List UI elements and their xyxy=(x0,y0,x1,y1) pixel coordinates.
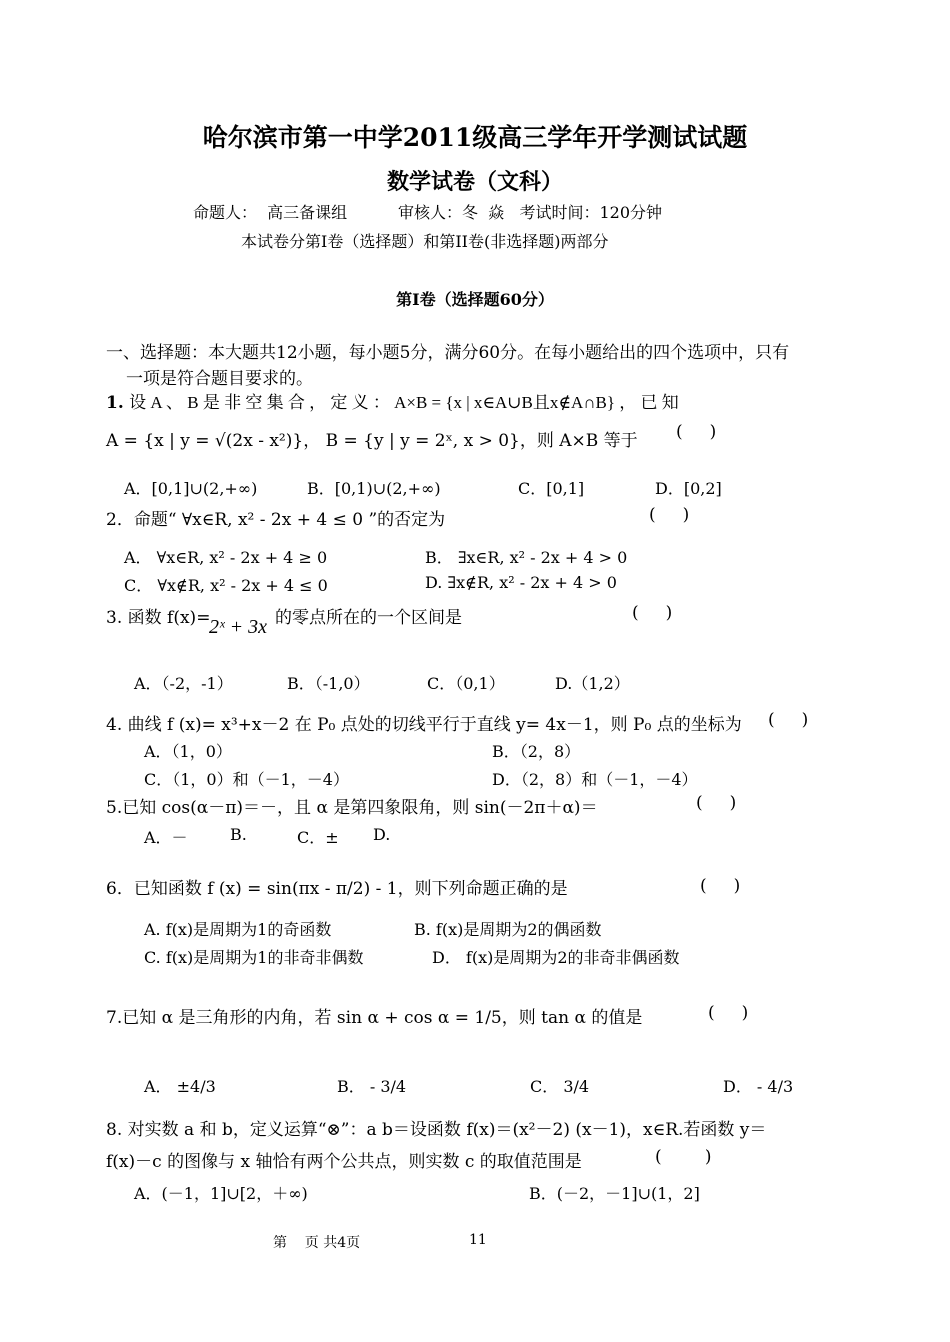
question-8-option-b: B．(－2，－1]∪(1，2] xyxy=(529,1184,700,1203)
question-8-option-a: A．(－1，1]∪[2，＋∞) xyxy=(134,1184,308,1203)
question-6-paren: ( ) xyxy=(700,876,741,896)
question-6 xyxy=(106,874,568,899)
question-1 xyxy=(106,388,679,413)
question-3-option-a: A．（-2，-1） xyxy=(134,674,233,693)
question-4-option-b: B．（2，8） xyxy=(492,742,581,761)
section-intro-line1: 一、选择题：本大题共12小题，每小题5分，满分60分。在每小题给出的四个选项中，只有 xyxy=(106,343,790,363)
question-7-option-a: A． ±4/3 xyxy=(144,1077,216,1096)
question-2-paren: ( ) xyxy=(649,505,690,525)
question-5-paren: ( ) xyxy=(696,793,737,813)
question-8 xyxy=(106,1115,766,1140)
question-8-line1: 对实数 a 和 b，定义运算“⊗”：a b＝设函数 f(x)＝(x²－2) (x－1)，x∈R.若函数 y＝ xyxy=(127,1120,767,1140)
question-4-option-a: A．（1，0） xyxy=(144,742,232,761)
question-6-option-c: C. f(x)是周期为1的非奇非偶数 xyxy=(144,948,364,967)
question-1-option-b: B．[0,1)∪(2,+∞) xyxy=(307,479,441,498)
question-5-option-b: B. xyxy=(230,825,247,844)
question-4-stem: 曲线 f (x)= x³+x－2 在 P₀ 点处的切线平行于直线 y= 4x－1，则 P₀ 点的坐标为 xyxy=(127,715,742,735)
question-7-option-c: C． 3/4 xyxy=(530,1077,590,1096)
question-3 xyxy=(106,603,210,628)
footer-page-number: 11 xyxy=(469,1232,487,1248)
question-number: 7. xyxy=(106,1008,123,1028)
question-8-line2: f(x)－c 的图像与 x 轴恰有两个公共点，则实数 c 的取值范围是 xyxy=(106,1152,582,1172)
question-3-paren: ( ) xyxy=(632,603,673,623)
question-number: 4. xyxy=(106,715,123,735)
question-5-option-d: D. xyxy=(373,825,391,844)
question-6-option-b: B. f(x)是周期为2的偶函数 xyxy=(414,920,602,939)
question-3-option-d: D.（1,2） xyxy=(555,674,630,693)
question-5 xyxy=(106,793,598,818)
question-3-option-c: C．（0,1） xyxy=(427,674,505,693)
question-1-option-c: C．[0,1] xyxy=(518,479,585,498)
question-2 xyxy=(106,505,445,530)
question-7-paren: ( ) xyxy=(708,1003,749,1023)
question-8-paren: ( ) xyxy=(655,1147,712,1167)
section-intro-line2: 一项是符合题目要求的。 xyxy=(126,369,313,389)
author-line: 命题人： 高三备课组 审核人：冬 焱 考试时间：120分钟 xyxy=(193,203,663,222)
question-7-option-d: D． - 4/3 xyxy=(723,1077,794,1096)
question-5-option-c: C．± xyxy=(297,828,339,847)
question-2-option-a: A． ∀x∈R, x² - 2x + 4 ≥ 0 xyxy=(124,548,328,567)
question-3-formula: 2ˣ + 3x xyxy=(209,616,268,638)
exam-title: 哈尔滨市第一中学2011级高三学年开学测试试题 xyxy=(202,123,748,152)
question-number: 5. xyxy=(106,798,123,818)
question-number: 6． xyxy=(106,879,134,899)
question-4-option-d: D．（2，8）和（－1，－4） xyxy=(492,770,698,789)
question-1-line2: A = {x | y = √(2x - x²)}， B = {y | y = 2ˣ, x > 0}，则 A×B 等于 xyxy=(106,431,638,451)
question-2-option-b: B． ∃x∈R, x² - 2x + 4 > 0 xyxy=(425,548,628,567)
question-5-stem: 已知 cos(α－π)＝－，且 α 是第四象限角，则 sin(－2π＋α)＝ xyxy=(122,798,598,818)
question-7 xyxy=(106,1003,642,1028)
question-number: 8. xyxy=(106,1120,123,1140)
section-title: 第I卷（选择题60分） xyxy=(396,290,554,309)
question-1-line1: 设 A 、 B 是 非 空 集 合 ， 定 义 ： A×B = {x | x∈A∪B且x∉A∩B} ， 已 知 xyxy=(129,393,679,412)
question-6-option-a: A. f(x)是周期为1的奇函数 xyxy=(144,920,332,939)
question-1-paren: ( ) xyxy=(676,422,717,442)
question-number: 2． xyxy=(106,510,134,530)
question-6-option-d: D． f(x)是周期为2的非奇非偶函数 xyxy=(432,948,680,967)
question-number: 1. xyxy=(106,393,124,413)
question-4-paren: ( ) xyxy=(768,710,809,730)
question-number: 3. xyxy=(106,608,123,628)
footer-page-text: 第 页 共4页 xyxy=(273,1235,361,1251)
question-1-option-a: A．[0,1]∪(2,+∞) xyxy=(124,479,258,498)
question-4-option-c: C．（1，0）和（－1，－4） xyxy=(144,770,349,789)
structure-line: 本试卷分第I卷（选择题）和第II卷(非选择题)两部分 xyxy=(241,232,609,251)
question-2-option-d: D. ∃x∉R, x² - 2x + 4 > 0 xyxy=(425,573,617,592)
question-7-stem: 已知 α 是三角形的内角，若 sin α + cos α = 1/5，则 tan α 的值是 xyxy=(122,1008,643,1028)
question-6-stem: 已知函数 f (x) = sin(πx - π/2) - 1，则下列命题正确的是 xyxy=(133,879,568,899)
question-3-stem-after: 的零点所在的一个区间是 xyxy=(275,608,462,628)
question-3-stem-before: 函数 f(x)= xyxy=(127,608,211,628)
question-7-option-b: B． - 3/4 xyxy=(337,1077,407,1096)
exam-subtitle: 数学试卷（文科） xyxy=(386,169,563,195)
question-1-option-d: D．[0,2] xyxy=(655,479,722,498)
question-5-option-a: A．－ xyxy=(144,828,188,847)
question-3-option-b: B．（-1,0） xyxy=(287,674,370,693)
question-2-stem: 命题“ ∀x∈R, x² - 2x + 4 ≤ 0 ”的否定为 xyxy=(133,510,446,530)
question-2-option-c: C． ∀x∉R, x² - 2x + 4 ≤ 0 xyxy=(124,576,328,595)
question-4 xyxy=(106,710,742,735)
